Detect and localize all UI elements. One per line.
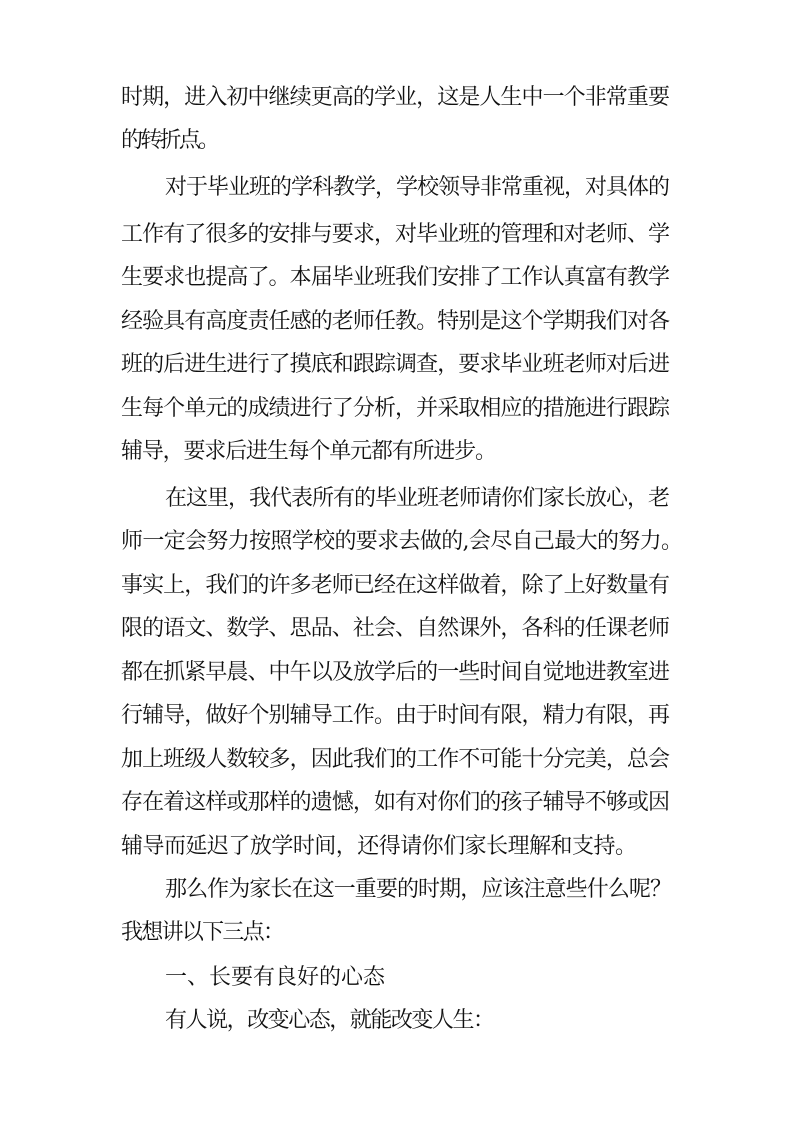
text-line-content: 班的后进生进行了摸底和跟踪调查，要求毕业班老师对后进 [121, 352, 670, 377]
text-line-content: 工作有了很多的安排与要求，对毕业班的管理和对老师、学 [121, 222, 670, 247]
text-line [0, 740, 794, 780]
text-line-content: 时期，进入初中继续更高的学业，这是人生中一个非常重要 [121, 85, 670, 110]
text-line [0, 389, 794, 429]
text-line-content: 的转折点。 [121, 128, 218, 153]
text-line-content: 生每个单元的成绩进行了分析，并采取相应的措施进行跟踪 [121, 396, 670, 421]
text-line [0, 522, 794, 562]
text-line [0, 566, 794, 606]
text-line-content: 生要求也提高了。本届毕业班我们安排了工作认真富有教学 [121, 265, 670, 290]
text-line [0, 258, 794, 298]
text-line-content: 事实上，我们的许多老师已经在这样做着，除了上好数量有 [121, 573, 670, 598]
text-line [0, 78, 794, 118]
text-line-content: 对于毕业班的学科教学，学校领导非常重视，对具体的 [165, 175, 669, 200]
text-line-content: 那么作为家长在这一重要的时期，应该注意些什么呢？ [165, 877, 672, 902]
text-line [0, 1001, 794, 1041]
text-line [0, 653, 794, 693]
text-line-content: 辅导，要求后进生每个单元都有所进步。 [121, 439, 496, 464]
text-line-content: 加上班级人数较多，因此我们的工作不可能十分完美，总会 [121, 747, 670, 772]
text-line-content: 在这里，我代表所有的毕业班老师请你们家长放心，老 [165, 486, 669, 511]
text-line [0, 121, 794, 161]
text-line [0, 168, 794, 208]
text-line [0, 432, 794, 472]
text-line [0, 870, 794, 910]
text-line-content: 行辅导，做好个别辅导工作。由于时间有限，精力有限，再 [121, 703, 670, 728]
text-line [0, 958, 794, 998]
text-line [0, 609, 794, 649]
text-line-content: 师一定会努力按照学校的要求去做的,会尽自己最大的努力。 [121, 529, 683, 554]
text-line-content: 辅导而延迟了放学时间，还得请你们家长理解和支持。 [121, 834, 637, 859]
text-line-content: 有人说，改变心态，就能改变人生： [165, 1008, 494, 1033]
text-line-content: 我想讲以下三点： [121, 920, 284, 945]
text-line [0, 827, 794, 867]
text-line-content: 经验具有高度责任感的老师任教。特别是这个学期我们对各 [121, 309, 670, 334]
text-line [0, 783, 794, 823]
text-line [0, 215, 794, 255]
text-line-content: 限的语文、数学、思品、社会、自然课外，各科的任课老师 [121, 616, 670, 641]
text-line [0, 696, 794, 736]
text-line-content: 都在抓紧早晨、中午以及放学后的一些时间自觉地进教室进 [121, 660, 670, 685]
text-line [0, 479, 794, 519]
text-line-content: 存在着这样或那样的遗憾，如有对你们的孩子辅导不够或因 [121, 790, 670, 815]
text-line [0, 913, 794, 953]
text-line [0, 302, 794, 342]
text-line-content: 一、长要有良好的心态 [165, 965, 385, 990]
text-line [0, 345, 794, 385]
